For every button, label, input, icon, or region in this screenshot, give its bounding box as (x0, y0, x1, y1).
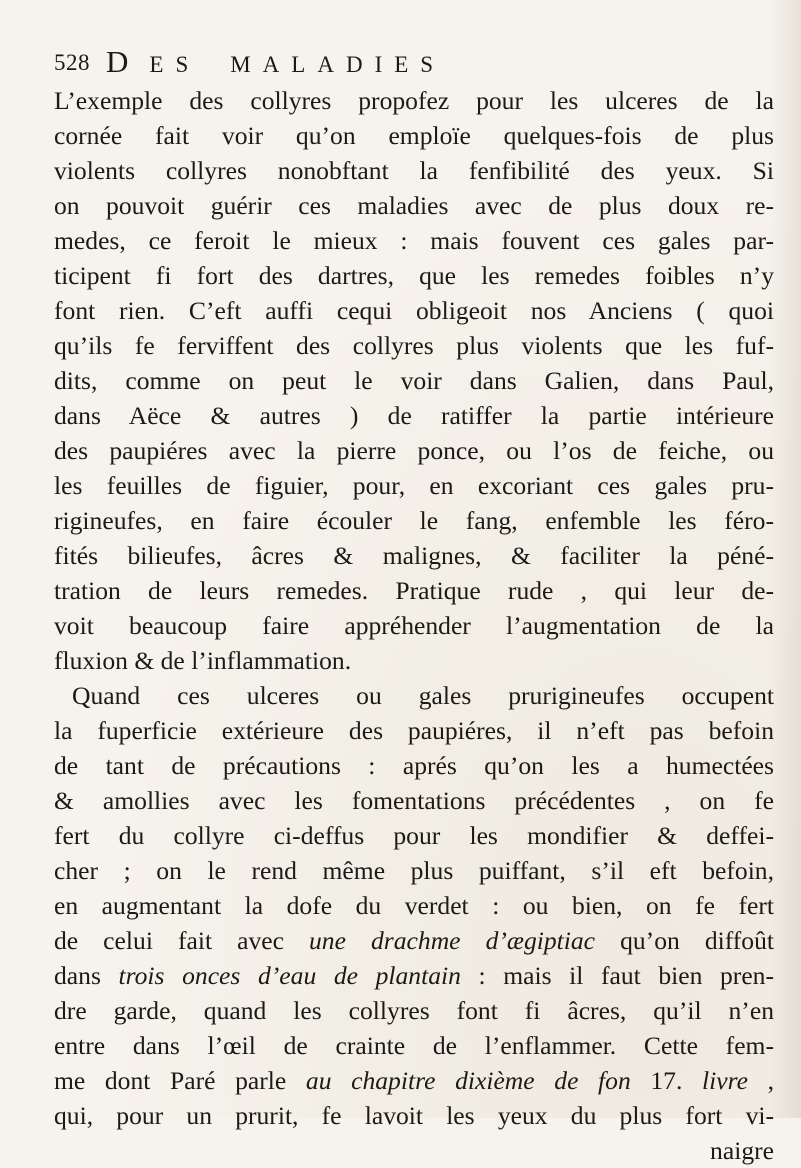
line-segment: me dont Paré parle (54, 1066, 306, 1095)
text-line: cher ; on le rend même plus puiffant, s’il eft befoin, (54, 856, 774, 885)
text-line: entre dans l’œil de crainte de l’enflammer. Cette fem- (54, 1031, 774, 1060)
text-line: qui, pour un prurit, fe lavoit les yeux du plus fort vi- (54, 1101, 774, 1130)
line-segment: qu’on diffoût (595, 926, 775, 955)
paragraph-start-line: Quand ces ulceres ou gales prurigineufes occupent (72, 681, 774, 710)
text-line: & amollies avec les fomentations précédentes , on fe (54, 786, 774, 815)
italic-phrase: livre (702, 1066, 748, 1095)
text-line: des paupiéres avec la pierre ponce, ou l’os de feiche, ou (54, 436, 774, 465)
text-line (54, 923, 774, 958)
text-line: L’exemple des collyres propofez pour les ulceres de la (54, 86, 774, 115)
text-line: de tant de précautions : aprés qu’on les a humectées (54, 751, 774, 780)
text-line: font rien. C’eft auffi cequi obligeoit nos Anciens ( quoi (54, 296, 774, 325)
text-line: medes, ce feroit le mieux : mais fouvent ces gales par- (54, 226, 774, 255)
text-line (54, 958, 774, 993)
running-title (106, 44, 445, 80)
italic-phrase: une drachme d’ægiptiac (309, 926, 596, 955)
catchword: naigre (710, 1136, 774, 1165)
text-line: fert du collyre ci-deffus pour les mondifier & deffei- (54, 821, 774, 850)
title-initial: D (106, 44, 132, 79)
italic-phrase: trois onces d’eau de plantain (118, 961, 461, 990)
line-segment: 17. (630, 1066, 703, 1095)
line-segment: : mais il faut bien pren- (460, 961, 774, 990)
text-line: les feuilles de figuier, pour, en excoriant ces gales pru- (54, 471, 774, 500)
text-line: dans Aëce & autres ) de ratiffer la partie intérieure (54, 401, 774, 430)
title-word-1: ES (149, 52, 201, 77)
text-line: tration de leurs remedes. Pratique rude , qui leur de- (54, 576, 774, 605)
text-line: fités bilieufes, âcres & malignes, & faciliter la péné- (54, 541, 774, 570)
body-text (54, 83, 774, 1168)
text-line: dits, comme on peut le voir dans Galien, dans Paul, (54, 366, 774, 395)
text-line: rigineufes, en faire écouler le fang, enfemble les féro- (54, 506, 774, 535)
page-number: 528 (54, 50, 90, 75)
line-segment: dans (54, 961, 119, 990)
text-line: dre garde, quand les collyres font fi âcres, qu’il n’en (54, 996, 774, 1025)
line-segment: de celui fait avec (54, 926, 309, 955)
text-line: la fuperficie extérieure des paupiéres, il n’eft pas befoin (54, 716, 774, 745)
text-line: voit beaucoup faire appréhender l’augmentation de la (54, 611, 774, 640)
line-segment: , (747, 1066, 774, 1095)
running-head (54, 44, 754, 84)
text-line: on pouvoit guérir ces maladies avec de plus doux re- (54, 191, 774, 220)
text-line (54, 1063, 774, 1098)
text-line: violents collyres nonobftant la fenfibilité des yeux. Si (54, 156, 774, 185)
text-line: fluxion & de l’inflammation. (54, 646, 352, 675)
text-line: ticipent fi fort des dartres, que les remedes foibles n’y (54, 261, 774, 290)
title-word-2: MALADIES (230, 52, 446, 77)
text-line: qu’ils fe ferviffent des collyres plus violents que les fuf- (54, 331, 774, 360)
text-line: en augmentant la dofe du verdet : ou bien, on fe fert (54, 891, 774, 920)
italic-phrase: au chapitre dixième de fon (305, 1066, 631, 1095)
text-line: cornée fait voir qu’on emploïe quelques-fois de plus (54, 121, 774, 150)
